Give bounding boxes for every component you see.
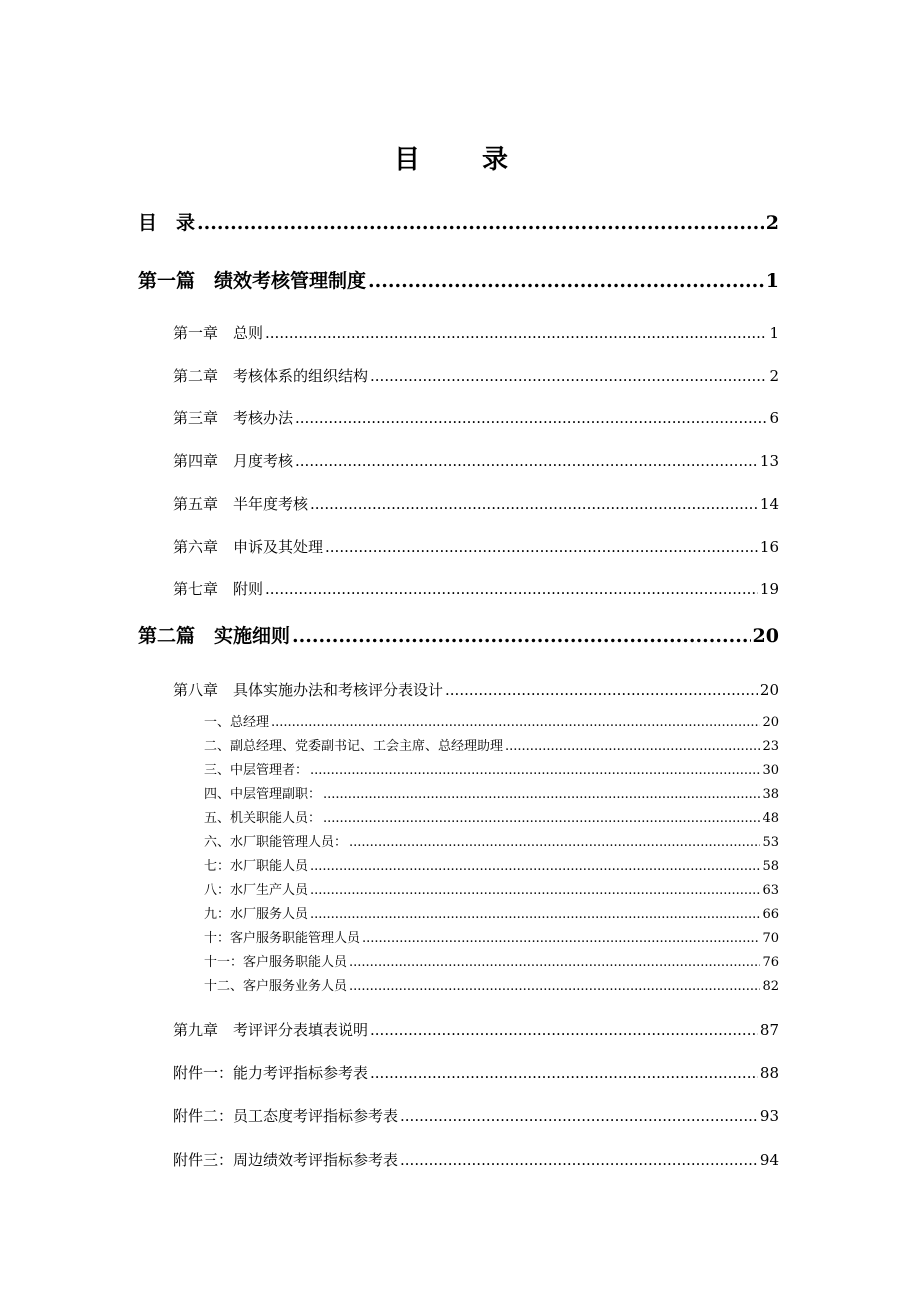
toc-entry-label: 第八章 具体实施办法和考核评分表设计 — [173, 681, 444, 699]
toc-page-number: 2 — [765, 212, 779, 234]
toc-leader-dots — [265, 322, 767, 344]
toc-entry[interactable] — [173, 1105, 779, 1127]
toc-entry[interactable] — [173, 1149, 779, 1171]
toc-entry-label: 十二、客户服务业务人员 — [204, 979, 348, 994]
toc-entry-label: 目 录 — [138, 212, 196, 234]
toc-entry[interactable] — [204, 714, 779, 732]
toc-entry[interactable] — [204, 882, 779, 900]
toc-entry[interactable] — [204, 762, 779, 780]
toc-page-number: 1 — [765, 270, 779, 292]
toc-entry[interactable] — [204, 738, 779, 756]
toc-page-number: 66 — [762, 907, 779, 922]
toc-entry-label: 三、中层管理者： — [204, 763, 309, 778]
toc-leader-dots — [295, 407, 767, 429]
toc-entry[interactable] — [138, 268, 779, 294]
toc-page-number: 82 — [762, 979, 779, 994]
toc-entry-label: 二、副总经理、党委副书记、工会主席、总经理助理 — [204, 739, 504, 754]
toc-page-number: 19 — [759, 580, 779, 598]
toc-page-number: 16 — [759, 538, 779, 556]
toc-page-number: 87 — [759, 1021, 779, 1039]
page-title: 目 录 — [393, 145, 526, 175]
toc-page-number: 13 — [759, 452, 779, 470]
toc-leader-dots — [323, 786, 760, 804]
toc-page-number: 23 — [762, 739, 779, 754]
toc-page-number: 20 — [752, 625, 779, 647]
toc-entry-label: 十一：客户服务职能人员 — [204, 955, 348, 970]
toc-leader-dots — [349, 834, 760, 852]
toc-entry-label: 五、机关职能人员： — [204, 811, 322, 826]
toc-entry[interactable] — [138, 210, 779, 236]
toc-entry[interactable] — [204, 906, 779, 924]
toc-leader-dots — [370, 365, 767, 387]
toc-entry-label: 第九章 考评评分表填表说明 — [173, 1021, 369, 1039]
toc-entry-label: 第一章 总则 — [173, 324, 264, 342]
toc-entry-label: 六、水厂职能管理人员： — [204, 835, 348, 850]
toc-entry[interactable] — [173, 1019, 779, 1041]
toc-leader-dots — [325, 536, 758, 558]
toc-entry[interactable] — [173, 679, 779, 701]
toc-leader-dots — [295, 450, 758, 472]
toc-leader-dots — [368, 268, 764, 294]
toc-entry-label: 第五章 半年度考核 — [173, 495, 309, 513]
toc-leader-dots — [310, 762, 760, 780]
toc-page-number: 2 — [769, 367, 779, 385]
toc-entry-label: 第二篇 实施细则 — [138, 625, 291, 647]
toc-leader-dots — [310, 493, 758, 515]
toc-entry[interactable] — [204, 858, 779, 876]
toc-entry-label: 一、总经理 — [204, 715, 270, 730]
toc-entry[interactable] — [173, 578, 779, 600]
toc-leader-dots — [310, 858, 760, 876]
toc-entry-label: 第一篇 绩效考核管理制度 — [138, 270, 367, 292]
toc-entry[interactable] — [173, 407, 779, 429]
toc-leader-dots — [310, 882, 760, 900]
toc-entry-label: 九：水厂服务人员 — [204, 907, 309, 922]
toc-entry-label: 七：水厂职能人员 — [204, 859, 309, 874]
toc-page-number: 88 — [759, 1064, 779, 1082]
toc-page-number: 1 — [769, 324, 779, 342]
toc-entry-label: 第三章 考核办法 — [173, 409, 294, 427]
toc-entry-label: 第四章 月度考核 — [173, 452, 294, 470]
toc-entry[interactable] — [173, 493, 779, 515]
toc-leader-dots — [197, 210, 764, 236]
toc-page-number: 38 — [762, 787, 779, 802]
toc-page-number: 63 — [762, 883, 779, 898]
toc-entry-label: 第七章 附则 — [173, 580, 264, 598]
toc-page-number: 30 — [762, 763, 779, 778]
toc-entry[interactable] — [204, 810, 779, 828]
toc-entry-label: 四、中层管理副职： — [204, 787, 322, 802]
toc-entry-label: 十：客户服务职能管理人员 — [204, 931, 361, 946]
toc-entry-label: 八：水厂生产人员 — [204, 883, 309, 898]
toc-entry[interactable] — [204, 834, 779, 852]
toc-page-number: 70 — [762, 931, 779, 946]
toc-entry-label: 附件三：周边绩效考评指标参考表 — [173, 1151, 399, 1169]
toc-entry[interactable] — [204, 978, 779, 996]
toc-entry[interactable] — [173, 1062, 779, 1084]
toc-page-number: 94 — [759, 1151, 779, 1169]
toc-page-number: 48 — [762, 811, 779, 826]
toc-leader-dots — [265, 578, 758, 600]
toc-entry-label: 第六章 申诉及其处理 — [173, 538, 324, 556]
toc-entry[interactable] — [173, 322, 779, 344]
toc-entry[interactable] — [173, 450, 779, 472]
toc-entry[interactable] — [173, 536, 779, 558]
toc-entry-label: 附件二：员工态度考评指标参考表 — [173, 1107, 399, 1125]
toc-entry[interactable] — [204, 786, 779, 804]
toc-page-number: 76 — [762, 955, 779, 970]
toc-leader-dots — [445, 679, 758, 701]
toc-page-number: 6 — [769, 409, 779, 427]
toc-entry[interactable] — [204, 930, 779, 948]
toc-page-number: 14 — [759, 495, 779, 513]
toc-leader-dots — [323, 810, 760, 828]
toc-leader-dots — [370, 1062, 758, 1084]
toc-leader-dots — [310, 906, 760, 924]
toc-page-number: 20 — [762, 715, 779, 730]
toc-leader-dots — [292, 623, 751, 649]
toc-leader-dots — [400, 1105, 758, 1127]
toc-leader-dots — [370, 1019, 758, 1041]
toc-page-number: 58 — [762, 859, 779, 874]
toc-entry-label: 第二章 考核体系的组织结构 — [173, 367, 369, 385]
toc-leader-dots — [400, 1149, 758, 1171]
toc-entry[interactable] — [138, 623, 779, 649]
toc-leader-dots — [362, 930, 760, 948]
toc-page-number: 20 — [759, 681, 779, 699]
toc-leader-dots — [505, 738, 760, 756]
toc-page-number: 53 — [762, 835, 779, 850]
toc-leader-dots — [271, 714, 760, 732]
toc-leader-dots — [349, 978, 760, 996]
toc-page-number: 93 — [759, 1107, 779, 1125]
toc-leader-dots — [349, 954, 760, 972]
toc-entry[interactable] — [173, 365, 779, 387]
toc-entry[interactable] — [204, 954, 779, 972]
toc-entry-label: 附件一：能力考评指标参考表 — [173, 1064, 369, 1082]
